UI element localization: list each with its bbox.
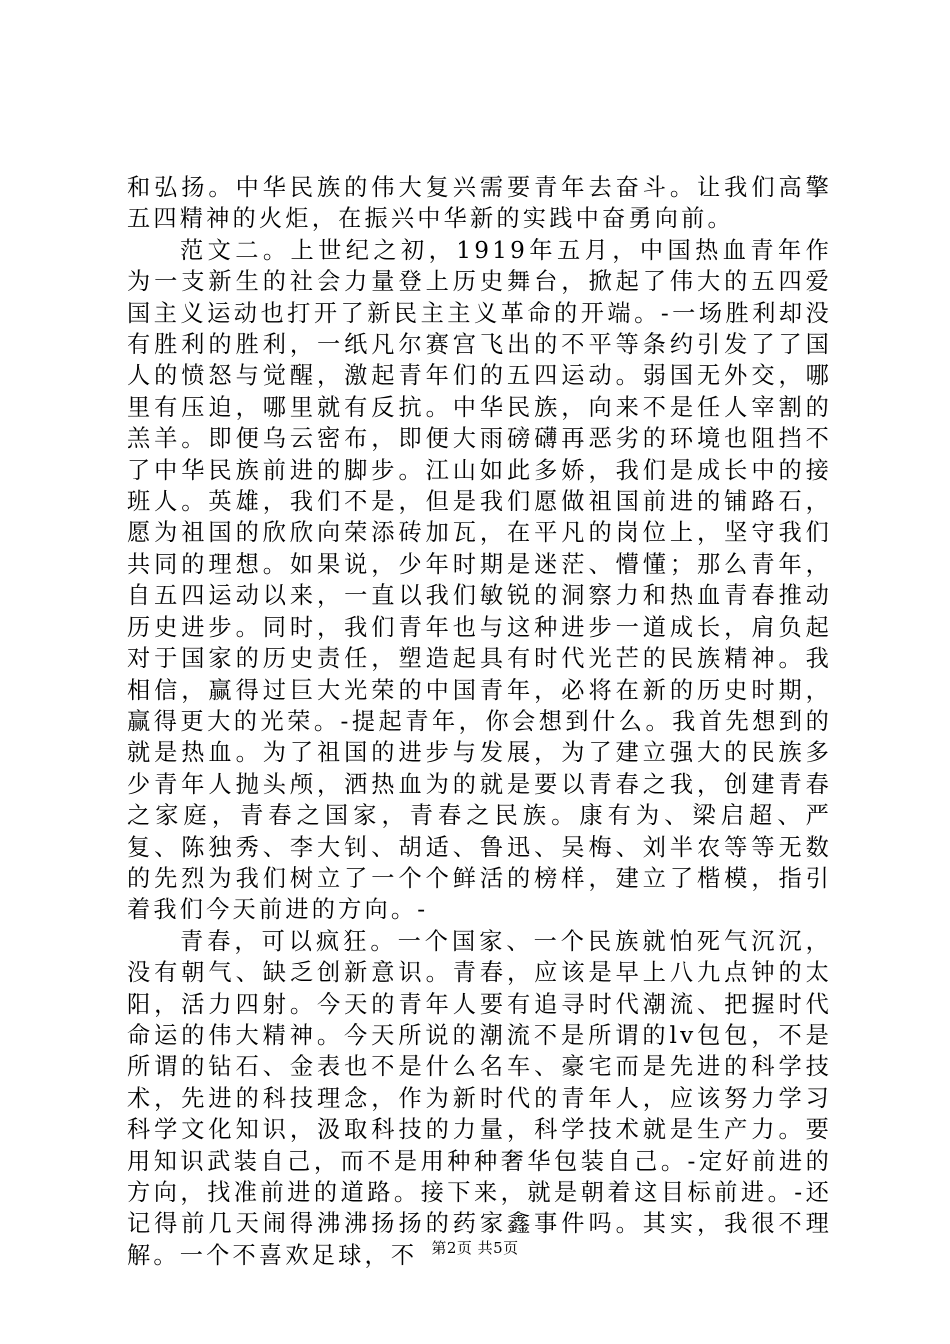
paragraph-2: 范文二。上世纪之初，1919年五月，中国热血青年作为一支新生的社会力量登上历史舞台，掀起了伟大的五四爱国主义运动也打开了新民主主义革命的开端。-一场胜利却没有胜利的胜利，一纸凡尔赛宫飞出的不平等条约引发了了国人的愤怒与觉醒，激起青年们的五四运动。弱国无外交，哪里有压迫，哪里就有反抗。中华民族，向来不是任人宰割的羔羊。即便乌云密布，即便大雨磅礴再恶劣的环境也阻挡不了中华民族前进的脚步。江山如此多娇，我们是成长中的接班人。英雄，我们不是，但是我们愿做祖国前进的铺路石，愿为祖国的欣欣向荣添砖加瓦，在平凡的岗位上，坚守我们共同的理想。如果说，少年时期是迷茫、懵懂；那么青年，自五四运动以来，一直以我们敏锐的洞察力和热血青春推动历史进步。同时，我们青年也与这种进步一道成长，肩负起对于国家的历史责任，塑造起具有时代光芒的民族精神。我相信，赢得过巨大光荣的中国青年，必将在新的历史时期，赢得更大的光荣。-提起青年，你会想到什么。我首先想到的就是热血。为了祖国的进步与发展，为了建立强大的民族多少青年人抛头颅，洒热血为的就是要以青春之我，创建青春之家庭，青春之国家，青春之民族。康有为、梁启超、严复、陈独秀、李大钊、胡适、鲁迅、吴梅、刘半农等等无数的先烈为我们树立了一个个鲜活的榜样，建立了楷模，指引着我们今天前进的方向。- bbox=[127, 236, 832, 924]
paragraph-3: 青春，可以疯狂。一个国家、一个民族就怕死气沉沉，没有朝气、缺乏创新意识。青春，应该是早上八九点钟的太阳，活力四射。今天的青年人要有追寻时代潮流、把握时代命运的伟大精神。今天所说的潮流不是所谓的lv包包，不是所谓的钻石、金表也不是什么名车、豪宅而是先进的科学技术，先进的科技理念，作为新时代的青年人，应该努力学习科学文化知识，汲取科技的力量，科学技术就是生产力。要用知识武装自己，而不是用种种奢华包装自己。-定好前进的方向，找准前进的道路。接下来，就是朝着这目标前进。-还记得前几天闹得沸沸扬扬的药家鑫事件吗。其实，我很不理解。一个不喜欢足球，不 bbox=[127, 927, 832, 1269]
document-body bbox=[127, 172, 832, 1271]
page-footer: 第2页 共5页 bbox=[431, 1239, 519, 1257]
paragraph-1: 和弘扬。中华民族的伟大复兴需要青年去奋斗。让我们高擎五四精神的火炬，在振兴中华新的实践中奋勇向前。 bbox=[127, 174, 832, 233]
